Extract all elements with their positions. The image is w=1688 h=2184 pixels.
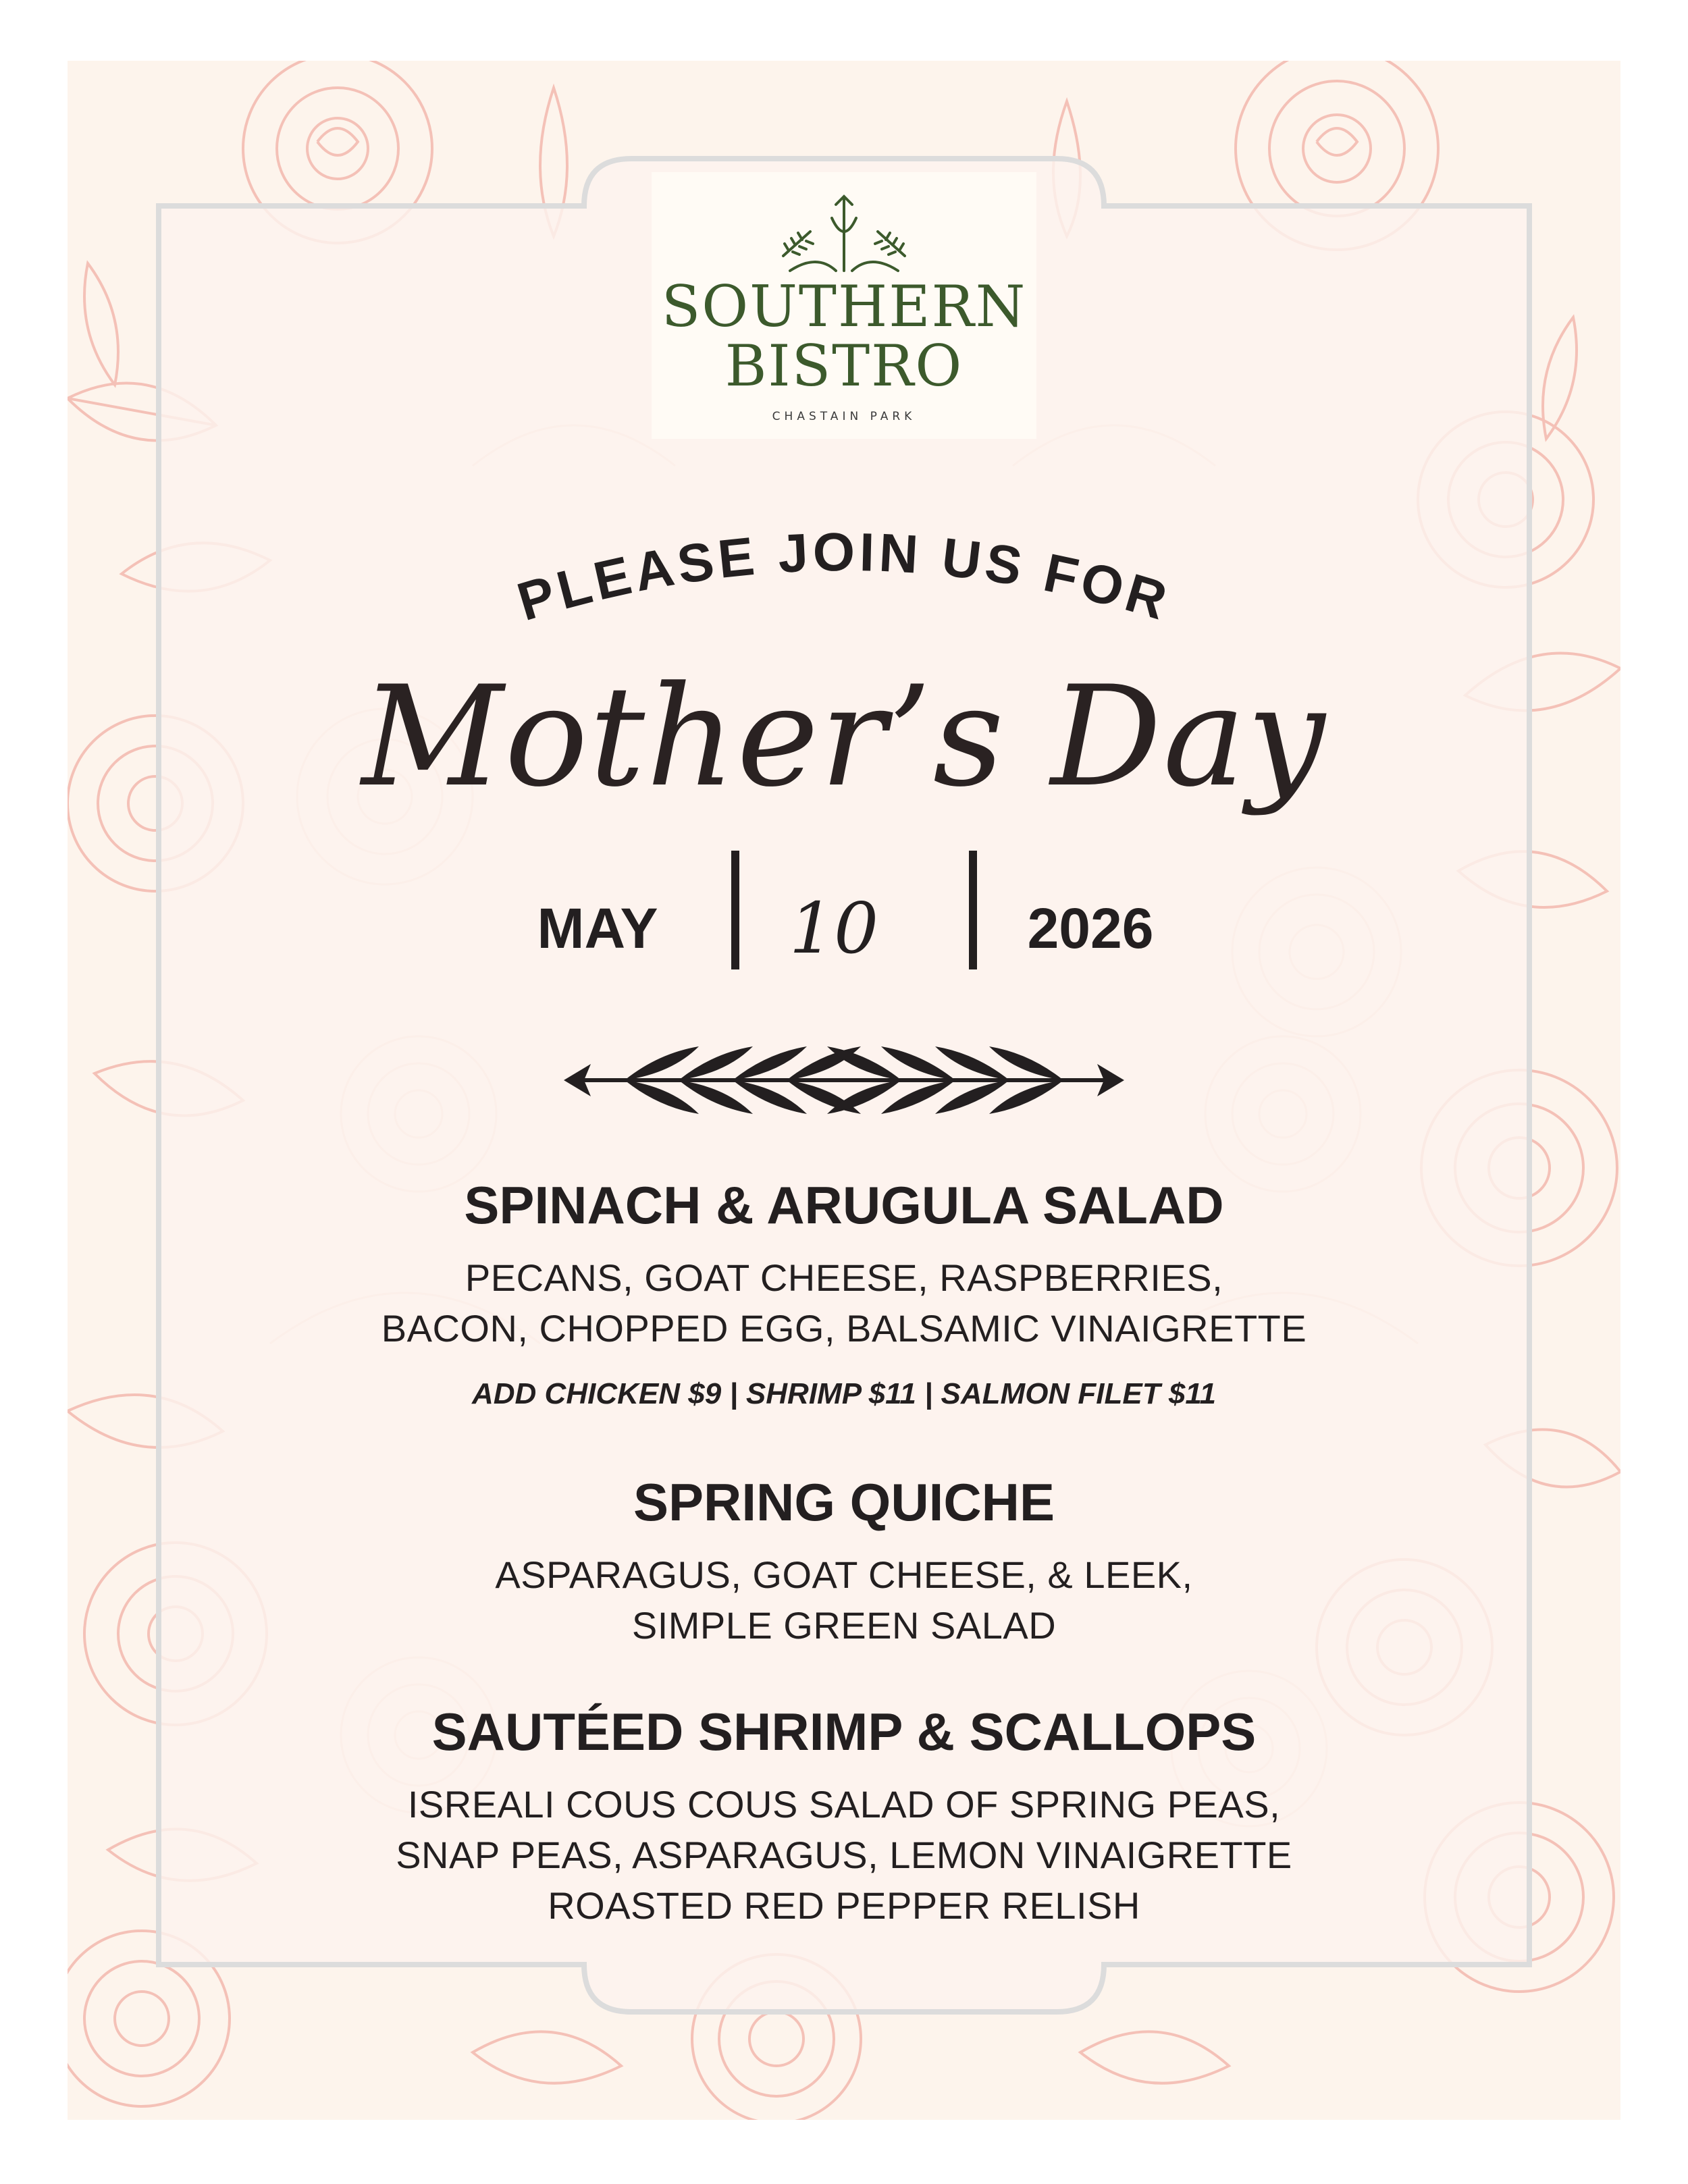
brand-location: CHASTAIN PARK bbox=[772, 410, 916, 423]
menu-item-description: SNAP PEAS, ASPARAGUS, LEMON VINAIGRETTE bbox=[396, 1834, 1292, 1876]
menu-item-description: ROASTED RED PEPPER RELISH bbox=[548, 1884, 1140, 1927]
flyer bbox=[68, 61, 1620, 2120]
menu-item-title: SPINACH & ARUGULA SALAD bbox=[464, 1175, 1224, 1235]
date-day: 10 bbox=[789, 887, 879, 969]
menu-item-description: BACON, CHOPPED EGG, BALSAMIC VINAIGRETTE bbox=[381, 1307, 1307, 1350]
menu-item-description: SIMPLE GREEN SALAD bbox=[631, 1604, 1057, 1647]
event-title: Mother’s Day bbox=[361, 657, 1327, 818]
logo bbox=[652, 172, 1036, 439]
menu-item-title: SAUTÉED SHRIMP & SCALLOPS bbox=[431, 1702, 1257, 1761]
wheat-emblem-icon bbox=[763, 191, 925, 279]
brand-name-line-1: SOUTHERN bbox=[661, 273, 1027, 340]
menu-item-description: PECANS, GOAT CHEESE, RASPBERRIES, bbox=[465, 1256, 1223, 1299]
menu-item-addons: ADD CHICKEN $9 | SHRIMP $11 | SALMON FILET $11 bbox=[472, 1377, 1216, 1410]
menu-item-description: ISREALI COUS COUS SALAD OF SPRING PEAS, bbox=[407, 1783, 1281, 1826]
date-year: 2026 bbox=[1027, 897, 1154, 960]
laurel-divider-icon bbox=[564, 1033, 1124, 1127]
date-month: MAY bbox=[537, 897, 658, 960]
svg-text:PLEASE JOIN US FOR bbox=[510, 522, 1177, 632]
brand-name-line-2: BISTRO bbox=[724, 333, 964, 399]
menu-item-description: ASPARAGUS, GOAT CHEESE, & LEEK, bbox=[495, 1553, 1193, 1596]
menu-item-title: SPRING QUICHE bbox=[633, 1472, 1055, 1532]
invite-text: PLEASE JOIN US FOR bbox=[510, 521, 1178, 633]
